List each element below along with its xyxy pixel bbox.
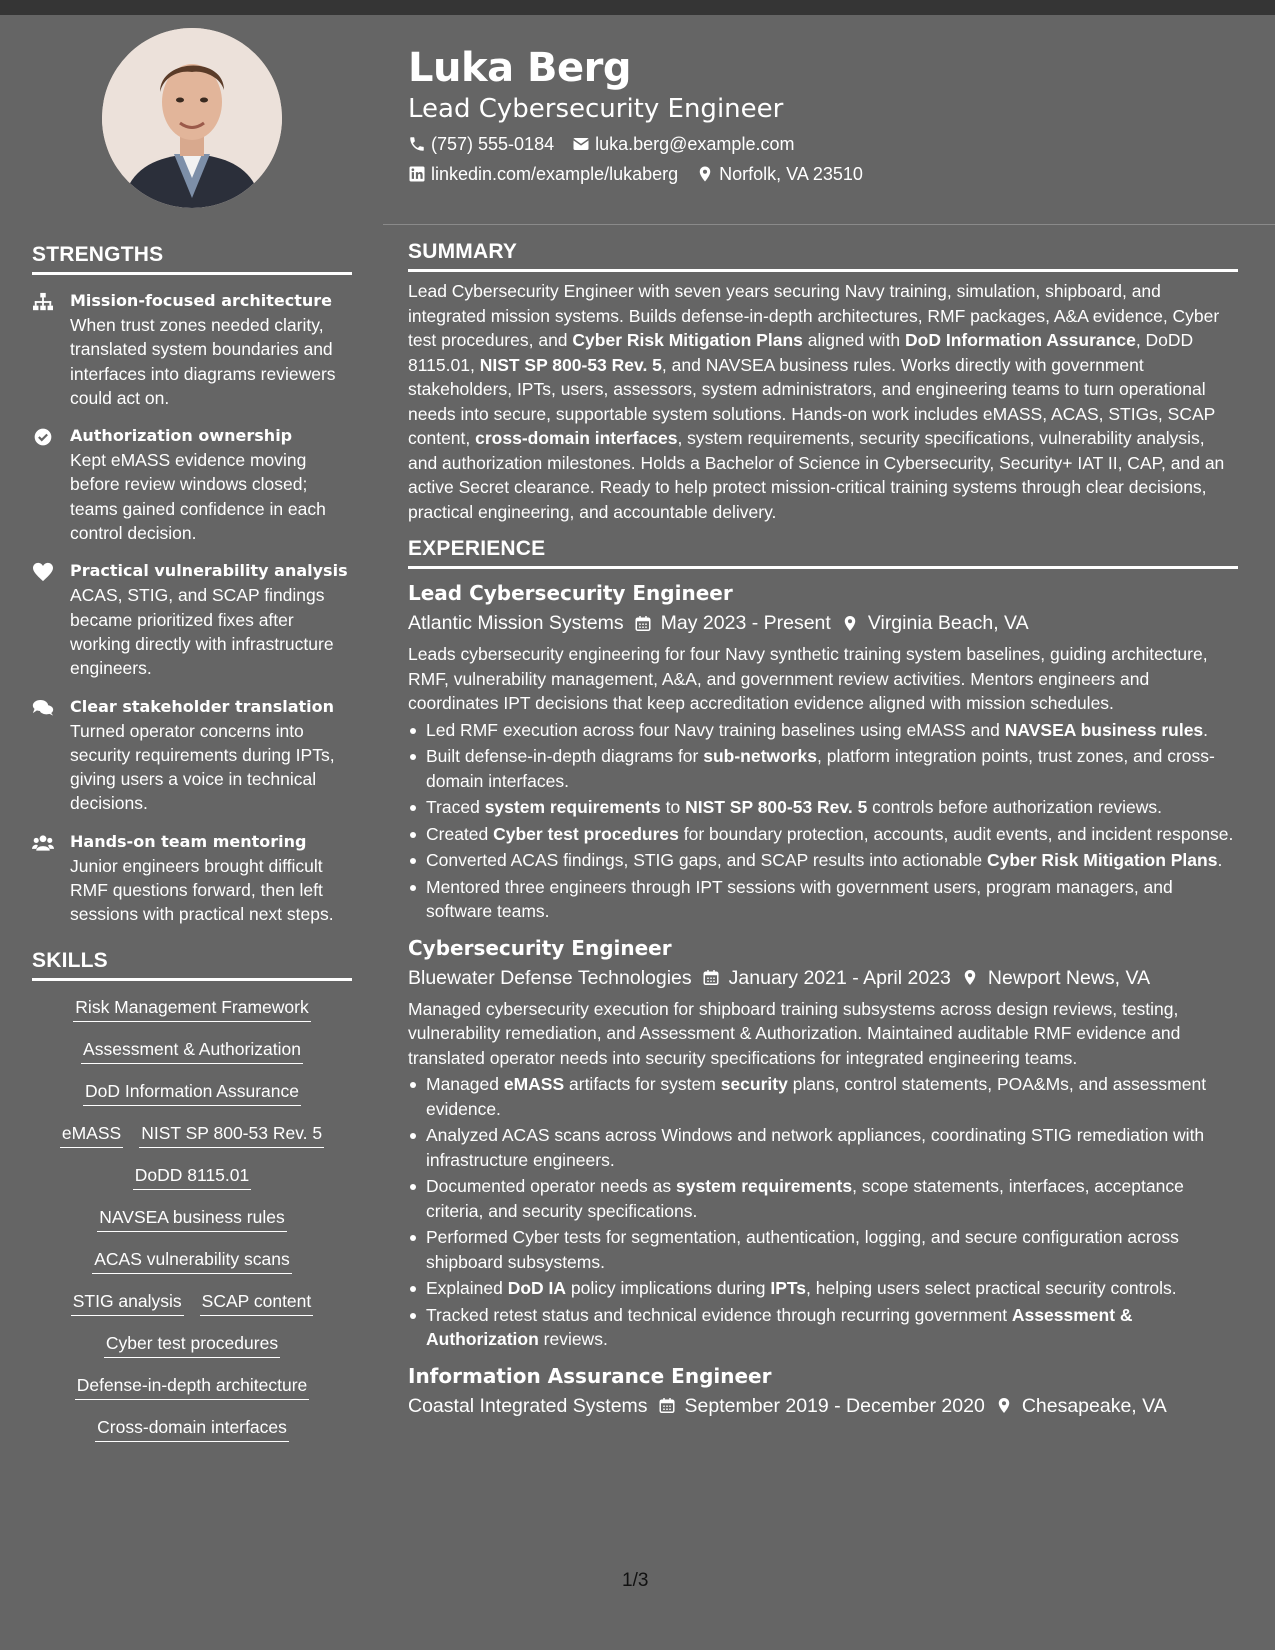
sitemap-icon (32, 289, 70, 410)
text-run: policy implications during (566, 1278, 771, 1298)
job-bullets (408, 718, 1238, 924)
skill-row (32, 1247, 352, 1274)
candidate-role: Lead Cybersecurity Engineer (408, 94, 784, 124)
profile-photo (102, 28, 282, 208)
text-run: to (660, 797, 686, 817)
text-run: . (1203, 719, 1209, 740)
text-run: , platform integration points, trust zones, and cross-domain interfaces. (426, 746, 1215, 791)
linkedin-contact[interactable] (408, 162, 678, 186)
bullet-item (408, 822, 1238, 847)
text-run: , helping users select practical security controls. (806, 1278, 1177, 1298)
bold-text: IPTs (770, 1278, 806, 1298)
strength-title: Hands-on team mentoring (70, 831, 307, 851)
bullet-item (408, 795, 1238, 820)
skill-row (32, 1415, 352, 1442)
skill-tag: SCAP content (200, 1289, 314, 1316)
strength-item (32, 559, 352, 680)
bullet-item (408, 875, 1238, 924)
skill-row (32, 1205, 352, 1232)
job-entry (408, 934, 1238, 1352)
text-run: Lead Cybersecurity Engineer with seven years securing Navy training, simulation, shipboard, and integrated mission systems. Builds defense-in-depth architectures, RMF packages, A&A evidence, Cyber test procedures, and (408, 281, 1220, 350)
bold-text: NIST SP 800-53 Rev. 5 (685, 797, 868, 817)
calendar-icon (658, 1396, 676, 1415)
bullet-item (408, 718, 1238, 743)
skill-row (32, 1121, 352, 1148)
text-run: Traced (426, 797, 485, 817)
skills-heading: SKILLS (32, 949, 352, 981)
skill-tag: Risk Management Framework (73, 995, 310, 1022)
left-column (32, 28, 352, 1457)
strength-text: Kept eMASS evidence moving before review windows closed; teams gained confidence in each control decision. (70, 450, 326, 544)
skill-row (32, 1163, 352, 1190)
text-run: Mentored three engineers through IPT sessions with government users, program managers, and software teams. (426, 876, 1173, 921)
job-meta (408, 609, 1238, 637)
text-run: Managed (426, 1074, 504, 1094)
skill-tag: NIST SP 800-53 Rev. 5 (139, 1121, 324, 1148)
bullet-item (408, 744, 1238, 793)
phone-contact (408, 132, 554, 156)
text-run: plans, control statements, POA&Ms, and assessment evidence. (426, 1074, 1207, 1119)
job-dates (702, 964, 951, 992)
job-location (961, 964, 1150, 992)
text-run: artifacts for system (564, 1074, 721, 1094)
contact-row-2 (408, 162, 1238, 186)
job-description: Leads cybersecurity engineering for four Navy synthetic training system baselines, guiding architecture, RMF, vulnerability management, A&A, and government review activities. Mentors engineers and coordinates IPT decisions that keep accreditation evidence aligned with mission schedules. (408, 644, 1208, 713)
page-indicator: 1/3 (622, 1570, 649, 1591)
skill-tag: Defense-in-depth architecture (75, 1373, 310, 1400)
skill-tag: DoD Information Assurance (83, 1079, 301, 1106)
text-run: Created (426, 823, 494, 844)
text-run: , scope statements, interfaces, acceptance criteria, and security specifications. (426, 1176, 1184, 1221)
text-run: aligned with (802, 330, 906, 350)
skill-tag: Cross-domain interfaces (95, 1415, 289, 1442)
text-run: Performed Cyber tests for segmentation, authentication, logging, and secure configuration across shipboard subsystems. (426, 1227, 1179, 1272)
job-meta (408, 964, 1238, 992)
job-dates (634, 609, 831, 637)
strength-text: Turned operator concerns into security requirements during IPTs, giving users a voice in technical decisions. (70, 720, 335, 814)
strength-title: Practical vulnerability analysis (70, 561, 348, 581)
skill-tag: eMASS (60, 1121, 123, 1148)
map-marker-icon (961, 968, 979, 987)
bold-text: cross-domain interfaces (475, 428, 678, 448)
bold-text: DoD Information Assurance (905, 330, 1136, 350)
users-icon (32, 830, 70, 927)
comments-icon (32, 695, 70, 816)
location-text: Chesapeake, VA (1021, 1394, 1167, 1417)
strength-text: Junior engineers brought difficult RMF questions forward, then left sessions with practical next steps. (70, 855, 334, 925)
company-name: Coastal Integrated Systems (408, 1394, 648, 1417)
text-run: Converted ACAS findings, STIG gaps, and SCAP results into actionable (426, 850, 987, 870)
linkedin-icon (408, 165, 426, 183)
job-location (995, 1392, 1167, 1420)
skill-row (32, 1289, 352, 1316)
map-marker-icon (696, 165, 714, 183)
strength-title: Authorization ownership (70, 426, 293, 446)
skill-tag: NAVSEA business rules (97, 1205, 286, 1232)
bullet-item (408, 1123, 1238, 1172)
bold-text: Cyber Risk Mitigation Plans (986, 850, 1218, 870)
text-run: , and NAVSEA business rules. Works directly with government stakeholders, IPTs, users, assessors, system administrators, and engineering teams to turn operational needs into secure, supportable system solutions. Hands-on work includes eMASS, ACAS, STIGs, SCAP content, (408, 354, 1215, 448)
location-text: Norfolk, VA 23510 (719, 164, 863, 184)
check-circle-icon (32, 424, 70, 545)
job-description: Managed cybersecurity execution for shipboard training subsystems across design reviews, testing, vulnerability remediation, and Assessment & Authorization. Maintained auditable RMF evidence and translated operator needs into security specifications for integrated engineering teams. (408, 998, 1181, 1068)
skill-row (32, 995, 352, 1022)
bullet-item (408, 848, 1238, 873)
map-marker-icon (841, 614, 859, 633)
skill-row (32, 1037, 352, 1064)
skill-row (32, 1373, 352, 1400)
bold-text: system requirements (484, 797, 661, 817)
phone-text: (757) 555-0184 (431, 134, 555, 154)
text-run: , DoDD 8115.01, (408, 330, 1194, 375)
strength-title: Mission-focused architecture (70, 291, 332, 310)
bold-text: security (720, 1074, 788, 1094)
text-run: Explained (426, 1278, 508, 1298)
skill-tag: ACAS vulnerability scans (92, 1247, 292, 1274)
strength-text: When trust zones needed clarity, translated system boundaries and interfaces into diagrams reviewers could act on. (70, 315, 336, 408)
dates-text: September 2019 - December 2020 (684, 1394, 985, 1417)
text-run: Led RMF execution across four Navy training baselines using eMASS and (426, 719, 1005, 740)
bold-text: DoD IA (507, 1278, 567, 1298)
job-location (841, 609, 1029, 637)
text-run: Built defense-in-depth diagrams for (426, 746, 704, 766)
email-text[interactable]: luka.berg@example.com (595, 134, 795, 154)
job-entry (408, 1362, 1238, 1420)
right-column (408, 240, 1238, 1420)
bullet-item (408, 1276, 1238, 1301)
job-entry (408, 579, 1238, 924)
summary-text (408, 279, 1238, 524)
skill-tag: DoDD 8115.01 (133, 1163, 251, 1190)
skill-tag: Cyber test procedures (104, 1331, 280, 1358)
strength-item (32, 695, 352, 816)
dates-text: January 2021 - April 2023 (728, 966, 951, 989)
text-run: . (1217, 850, 1223, 870)
company-name: Atlantic Mission Systems (408, 612, 624, 634)
text-run: controls before authorization reviews. (867, 797, 1163, 817)
bullet-item (408, 1303, 1238, 1352)
job-bullets (408, 1072, 1238, 1352)
location-text: Virginia Beach, VA (867, 612, 1029, 634)
skill-tag: STIG analysis (71, 1289, 184, 1316)
resume-header (408, 42, 1238, 186)
job-title: Lead Cybersecurity Engineer (408, 581, 733, 605)
skill-tag: Assessment & Authorization (81, 1037, 303, 1064)
skill-row (32, 1079, 352, 1106)
text-run: , system requirements, security specifications, vulnerability analysis, and authorization milestones. Holds a Bachelor of Science in Cybersecurity, Security+ IAT II, CAP, and an active Secret clearance. Ready to help protect mission-critical training systems through clear decisions, practical engineering, and accountable delivery. (408, 428, 1225, 522)
text-run: Documented operator needs as (426, 1176, 677, 1196)
strength-item (32, 830, 352, 927)
header-divider (383, 224, 1275, 225)
job-dates (658, 1392, 985, 1420)
bold-text: eMASS (503, 1074, 565, 1094)
strength-item (32, 424, 352, 545)
envelope-icon (572, 135, 590, 153)
skill-row (32, 1331, 352, 1358)
strength-title: Clear stakeholder translation (70, 696, 335, 716)
bold-text: system requirements (676, 1176, 853, 1196)
strength-item (32, 289, 352, 410)
bullet-item (408, 1225, 1238, 1274)
job-title: Cybersecurity Engineer (408, 935, 672, 960)
bold-text: sub-networks (703, 746, 818, 766)
dates-text: May 2023 - Present (660, 612, 831, 634)
bullet-item (408, 1072, 1238, 1121)
email-contact[interactable] (572, 132, 794, 156)
location-text: Newport News, VA (987, 966, 1151, 989)
job-meta (408, 1392, 1238, 1420)
text-run: Tracked retest status and technical evidence through recurring government (426, 1304, 1012, 1325)
text-run: reviews. (538, 1329, 608, 1349)
candidate-name: Luka Berg (408, 45, 631, 91)
bullet-item (408, 1174, 1238, 1223)
bold-text: NAVSEA business rules (1004, 719, 1204, 740)
bold-text: Cyber Risk Mitigation Plans (572, 330, 803, 350)
summary-heading: SUMMARY (408, 240, 1238, 272)
strengths-heading: STRENGTHS (32, 243, 352, 275)
phone-icon (408, 135, 426, 153)
bold-text: Cyber test procedures (493, 823, 679, 844)
bold-text: NIST SP 800-53 Rev. 5 (479, 354, 662, 375)
calendar-icon (634, 614, 652, 633)
calendar-icon (702, 968, 720, 987)
contact-row (408, 132, 1238, 156)
strength-text: ACAS, STIG, and SCAP findings became prioritized fixes after working directly with infrastructure engineers. (70, 585, 334, 679)
company-name: Bluewater Defense Technologies (408, 966, 692, 989)
experience-heading: EXPERIENCE (408, 537, 1238, 569)
linkedin-text[interactable]: linkedin.com/example/lukaberg (431, 164, 679, 184)
skills-list (32, 995, 352, 1442)
text-run: for boundary protection, accounts, audit events, and incident response. (678, 823, 1234, 844)
location-contact (696, 162, 863, 186)
heart-icon (32, 559, 70, 680)
bold-text: Assessment & Authorization (426, 1304, 1133, 1349)
top-bar (0, 0, 1275, 15)
text-run: Analyzed ACAS scans across Windows and network appliances, coordinating STIG remediation with infrastructure engineers. (426, 1125, 1205, 1170)
map-marker-icon (995, 1396, 1013, 1415)
experience-list (408, 579, 1238, 1420)
job-title: Information Assurance Engineer (408, 1363, 772, 1388)
